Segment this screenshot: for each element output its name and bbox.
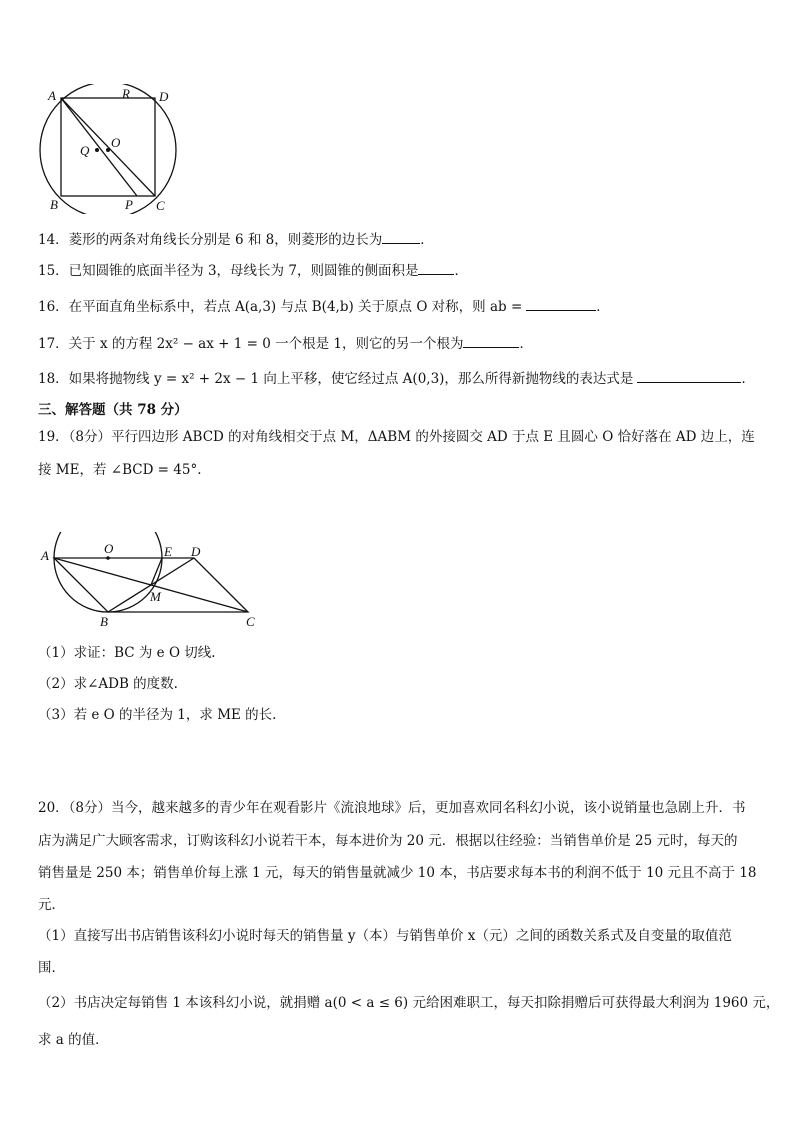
section-3-title: 三、解答题（共 78 分） (38, 402, 188, 418)
question-20-sub-2-line-1: （2）书店决定每销售 1 本该科幻小说，就捐赠 a(0 < a ≤ 6) 元给困难职工，每天扣除捐赠后可获得最大利润为 1960 元， (38, 995, 780, 1011)
question-19-line-2: 接 ME，若 ∠BCD = 45°. (38, 462, 202, 478)
question-20-sub-2-line-2: 求 a 的值． (38, 1032, 109, 1048)
question-15 (38, 260, 468, 280)
label-o: O (111, 135, 121, 150)
question-14-text: 14．菱形的两条对角线长分别是 6 和 8，则菱形的边长为 (38, 232, 383, 248)
label-e-19: E (164, 544, 172, 559)
label-o-19: O (104, 541, 114, 556)
label-c-19: C (246, 614, 255, 629)
question-19-sub-2: （2）求∠ADB 的度数. (38, 676, 178, 692)
question-19-sub-1: （1）求证：BC 为 e O 切线. (38, 645, 216, 661)
figure-parallelogram-circle (36, 532, 266, 632)
answer-blank-15[interactable] (418, 260, 454, 275)
point-q (95, 148, 99, 152)
point-o (106, 148, 110, 152)
question-20-line-3: 销售量是 250 本；销售单价每上涨 1 元，每天的销售量就减少 10 本，书店要求每本书的利润不低于 10 元且不高于 18 (38, 865, 757, 881)
answer-blank-17[interactable] (463, 333, 519, 348)
question-17-text: 17．关于 x 的方程 2x² − ax + 1 = 0 一个根是 1，则它的另一个根为 (38, 336, 464, 352)
answer-blank-18[interactable] (637, 368, 741, 383)
question-18-end: ． (741, 371, 755, 387)
question-18 (38, 368, 755, 388)
question-20-line-4: 元． (38, 897, 65, 913)
question-20-sub-1-line-2: 围． (38, 960, 65, 976)
label-d: D (159, 89, 169, 104)
label-b: B (50, 197, 58, 212)
segment-ap (61, 98, 137, 196)
question-20-line-1: 20．（8分）当今，越来越多的青少年在观看影片《流浪地球》后，更加喜欢同名科幻小说，该小说销量也急剧上升．书 (38, 800, 746, 816)
answer-blank-14[interactable] (382, 229, 420, 244)
question-18-text: 18．如果将抛物线 y = x² + 2x − 1 向上平移，使它经过点 A(0,3)，那么所得新抛物线的表达式是 (38, 371, 634, 387)
figure-circle-square (34, 84, 184, 214)
label-m-19: M (150, 589, 161, 604)
question-20-sub-1-line-1: （1）直接写出书店销售该科幻小说时每天的销售量 y（本）与销售单价 x（元）之间的函数关系式及自变量的取值范 (38, 928, 732, 944)
point-o-19 (106, 556, 110, 560)
question-16-end: ． (596, 299, 610, 315)
label-p: P (125, 197, 133, 212)
question-20-line-2: 店为满足广大顾客需求，订购该科幻小说若干本，每本进价为 20 元．根据以往经验：当销售单价是 25 元时，每天的 (38, 833, 738, 849)
label-d-19: D (191, 544, 201, 559)
answer-blank-16[interactable] (526, 296, 596, 311)
question-17-end: ． (519, 336, 533, 352)
label-q: Q (80, 143, 90, 158)
label-a-19: A (41, 548, 49, 563)
question-14-end: ． (420, 232, 434, 248)
question-19-line-1: 19．（8分）平行四边形 ABCD 的对角线相交于点 M，ΔABM 的外接圆交 AD 于点 E 且圆心 O 恰好落在 AD 边上，连 (38, 429, 755, 445)
question-14 (38, 229, 434, 249)
question-16 (38, 296, 610, 316)
question-19-sub-3: （3）若 e O 的半径为 1，求 ME 的长. (38, 707, 277, 723)
label-c: C (156, 198, 165, 213)
question-15-text: 15．已知圆锥的底面半径为 3，母线长为 7，则圆锥的侧面积是 (38, 263, 419, 279)
question-16-text: 16．在平面直角坐标系中，若点 A(a,3) 与点 B(4,b) 关于原点 O 对称，则 ab = (38, 299, 523, 315)
question-17 (38, 333, 533, 353)
label-b-19: B (100, 614, 108, 629)
segment-ac (61, 98, 155, 196)
question-15-end: ． (454, 263, 468, 279)
label-r: R (122, 86, 130, 101)
label-a: A (48, 88, 56, 103)
